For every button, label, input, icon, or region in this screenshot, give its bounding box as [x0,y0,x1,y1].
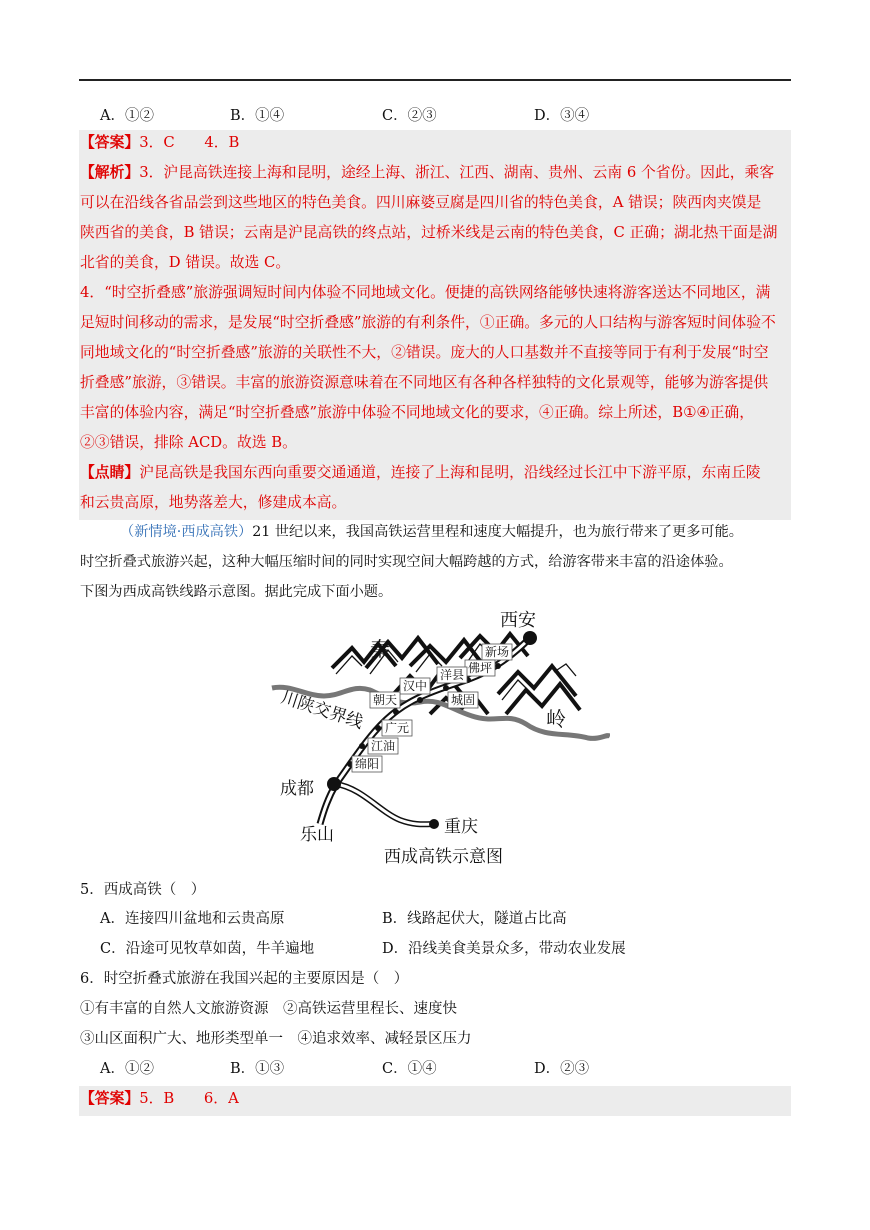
q6-option-a: A．①② [100,1061,154,1077]
option-d: D．③④ [534,108,590,124]
station-mianyang: 绵阳 [355,757,380,771]
analysis-line-8: 丰富的体验内容，满足“时空折叠感”旅游中体验不同地域文化的要求，④正确。综上所述，B①④正确， [80,404,755,421]
passage-line-1: 时空折叠式旅游兴起，这种大幅压缩时间的同时实现空间大幅跨越的方式，给游客带来丰富的沿途体验。 [80,554,733,570]
q6-statements-1: ①有丰富的自然人文旅游资源 ②高铁运营里程长、速度快 [80,1001,457,1017]
label-border: 川陕交界线 [278,687,366,734]
answer-text: 3．C 4．B [139,134,240,151]
label-ling: 岭 [546,707,566,731]
q6-option-b: B．①③ [230,1061,285,1077]
xicheng-railway-map [270,606,610,870]
q6-option-c: C．①④ [382,1061,437,1077]
xian-dot [523,631,537,645]
answer-block [80,128,792,518]
q5-stem: 5．西成高铁（ ） [80,882,206,898]
header-rule [79,79,791,81]
station-hanzhong: 汉中 [403,679,428,693]
station-chenggu: 城固 [451,693,476,707]
passage-line-0: （新情境·西成高铁）21 世纪以来，我国高铁运营里程和速度大幅提升，也为旅行带来了更多可能。 [120,524,743,540]
option-c: C．②③ [382,108,437,124]
comment-line-1: 和云贵高原，地势落差大，修建成本高。 [80,494,347,511]
station-xinchang: 新场 [485,645,510,659]
station-guangyuan: 广元 [385,721,410,735]
passage [80,517,792,607]
q5-option-b: B．线路起伏大，隧道占比高 [382,911,567,927]
answer-line [80,128,792,158]
answer-block-2 [80,1084,792,1114]
q6-option-d: D．②③ [534,1061,590,1077]
q5-option-a: A．连接四川盆地和云贵高原 [100,911,285,927]
label-chengdu: 成都 [280,779,314,799]
chengdu-dot [327,777,341,791]
label-xian: 西安 [500,610,536,631]
comment-tag: 【点睛】 [80,464,140,481]
option-a: A．①② [100,108,154,124]
label-chongqing: 重庆 [444,817,478,837]
station-yangxian: 洋县 [440,668,465,682]
analysis-line-9: ②③错误，排除 ACD。故选 B。 [80,434,297,451]
answer-tag: 【答案】 [80,134,140,151]
label-qin: 秦 [370,637,390,661]
answer2-tag: 【答案】 [80,1090,140,1107]
analysis-line-3: 北省的美食，D 错误。故选 C。 [80,254,291,271]
station-foping: 佛坪 [468,661,493,675]
analysis-line-5: 足短时间移动的需求，是发展“时空折叠感”旅游的有利条件，①正确。多元的人口结构与游客短时间体验不 [80,314,776,331]
passage-tag: （新情境·西成高铁） [120,524,253,540]
analysis-line-4: 4．“时空折叠感”旅游强调短时间内体验不同地域文化。便捷的高铁网络能够快速将游客送达不同地区，满 [80,284,771,301]
label-leshan: 乐山 [300,825,334,845]
analysis-line-2: 陕西省的美食，B 错误；云南是沪昆高铁的终点站，过桥米线是云南的特色美食，C 正确；湖北热干面是湖 [80,224,778,241]
q5-option-c: C．沿途可见牧草如茵，牛羊遍地 [100,941,315,957]
analysis-tag: 【解析】 [80,164,140,181]
analysis-line-6: 同地域文化的“时空折叠感”旅游的关联性不大，②错误。庞大的人口基数并不直接等同于有利于发展“时空 [80,344,769,361]
answer2-text: 5．B 6．A [139,1090,239,1107]
analysis-line-1: 可以在沿线各省品尝到这些地区的特色美食。四川麻婆豆腐是四川省的特色美食，A 错误；陕西肉夹馍是 [80,194,762,211]
option-b: B．①④ [230,108,285,124]
map-caption: 西成高铁示意图 [384,847,503,867]
station-jiangyou: 江油 [371,739,396,753]
q5-option-d: D．沿线美食美景众多，带动农业发展 [382,941,626,957]
passage-line-2: 下图为西成高铁线路示意图。据此完成下面小题。 [80,584,393,600]
chongqing-dot [429,819,439,829]
comment-line-0: 【点睛】沪昆高铁是我国东西向重要交通通道，连接了上海和昆明，沿线经过长江中下游平原，东南丘陵 [80,464,761,481]
q6-stem: 6．时空折叠式旅游在我国兴起的主要原因是（ ） [80,971,409,987]
q6-statements-2: ③山区面积广大、地形类型单一 ④追求效率、减轻景区压力 [80,1031,472,1047]
analysis-line-7: 折叠感”旅游，③错误。丰富的旅游资源意味着在不同地区有各种各样独特的文化景观等，能够为游客提供 [80,374,769,391]
station-chaotian: 朝天 [373,693,398,707]
analysis-line-0: 【解析】3．沪昆高铁连接上海和昆明，途经上海、浙江、江西、湖南、贵州、云南 6 个省份。因此，乘客 [80,164,775,181]
